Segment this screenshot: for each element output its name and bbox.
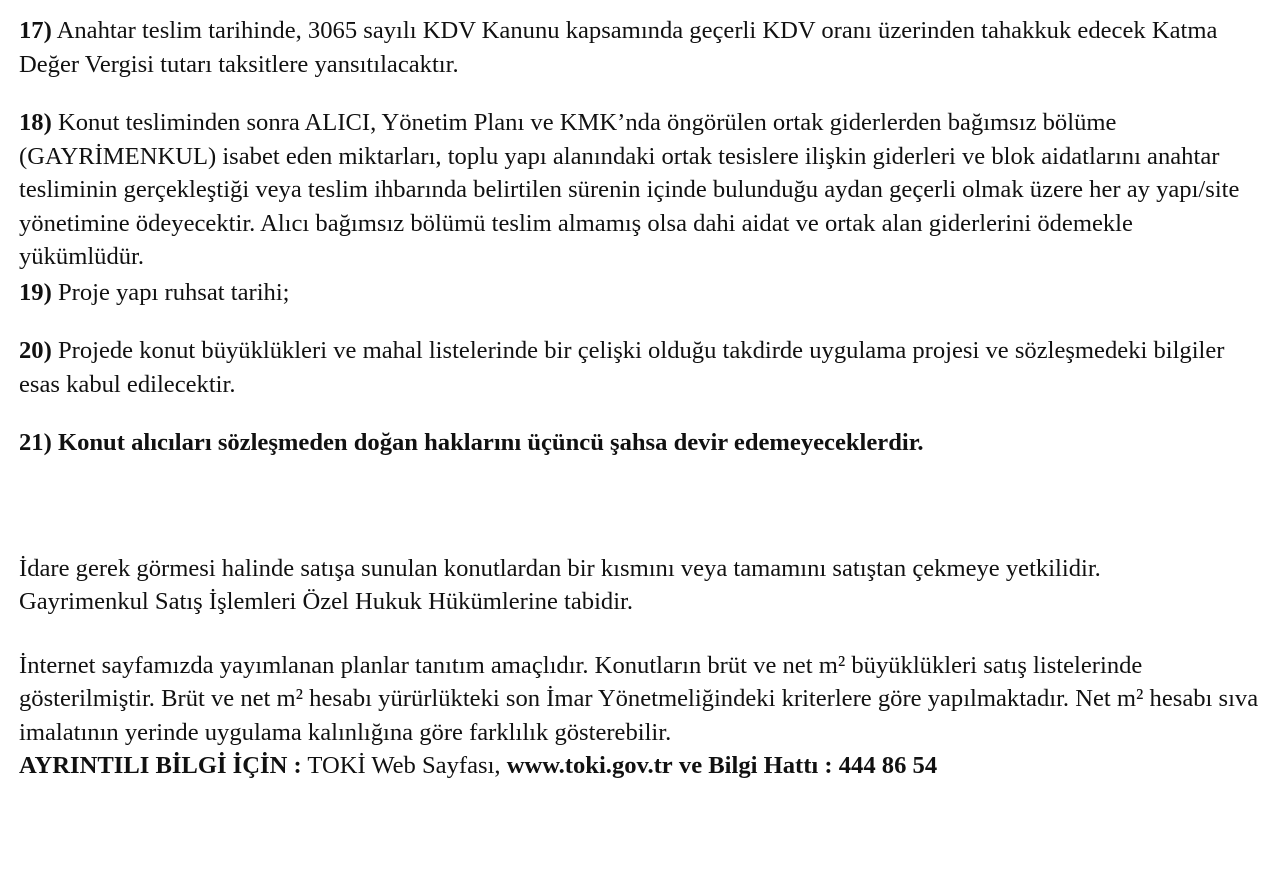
website-link[interactable]: www.toki.gov.tr xyxy=(506,752,673,779)
clause-number: 18) xyxy=(19,109,52,136)
clause-text: Konut tesliminden sonra ALICI, Yönetim Planı ve KMK’nda öngörülen ortak giderlerden bağımsız bölüme (GAYRİMENKUL) isabet eden miktarları, toplu yapı alanındaki ortak tesislere ilişkin giderleri ve blok aidatlarını anahtar tesliminin gerçekleştiği veya teslim ihbarında belirtilen sürenin içinde bulunduğu aydan geçerli olmak üzere her ay yapı/site yönetimine ödeyecektir. Alıcı bağımsız bölümü teslim almamış olsa dahi aidat ve ortak alan giderlerini ödemekle yükümlüdür. xyxy=(19,109,1240,270)
info-label: AYRINTILI BİLGİ İÇİN : xyxy=(19,752,302,779)
plans-disclaimer: İnternet sayfamızda yayımlanan planlar tanıtım amaçlıdır. Konutların brüt ve net m² büyüklükleri satış listelerinde gösterilmiştir. Brüt ve net m² hesabı yürürlükteki son İmar Yönetmeliğindeki kriterlere göre yapılmaktadır. Net m² hesabı sıva imalatının yerinde uygulama kalınlığına göre farklılık gösterebilir. xyxy=(19,651,1259,746)
clause-21 xyxy=(19,426,1264,460)
web-text: TOKİ Web Sayfası, xyxy=(307,752,501,779)
clause-text: Projede konut büyüklükleri ve mahal listelerinde bir çelişki olduğu takdirde uygulama projesi ve sözleşmedeki bilgiler esas kabul edilecektir. xyxy=(19,337,1225,398)
clause-number: 19) xyxy=(19,278,52,306)
clause-number: 20) xyxy=(19,337,52,364)
clause-text: Proje yapı ruhsat tarihi; xyxy=(57,278,290,306)
notice-withdrawal: İdare gerek görmesi halinde satışa sunulan konutlardan bir kısmını veya tamamını satıştan çekmeye yetkilidir. xyxy=(19,554,1101,582)
document-page xyxy=(19,14,1264,783)
clause-18 xyxy=(19,106,1264,274)
clause-text: Konut alıcıları sözleşmeden doğan haklarını üçüncü şahsa devir edemeyeceklerdir. xyxy=(57,429,924,456)
notice-legal: Gayrimenkul Satış İşlemleri Özel Hukuk Hükümlerine tabidir. xyxy=(19,588,634,615)
clause-20 xyxy=(19,334,1264,401)
clause-text: Anahtar teslim tarihinde, 3065 sayılı KDV Kanunu kapsamında geçerli KDV oranı üzerinden tahakkuk edecek Katma Değer Vergisi tutarı taksitlere yansıtılacaktır. xyxy=(19,17,1218,78)
clause-19 xyxy=(19,276,1264,310)
phone-number[interactable]: 444 86 54 xyxy=(838,752,938,779)
contact-info xyxy=(19,749,1264,783)
clause-number: 21) xyxy=(19,429,52,456)
clause-17 xyxy=(19,14,1264,81)
hotline-label: ve Bilgi Hattı : xyxy=(678,752,833,779)
clause-number: 17) xyxy=(19,17,52,44)
